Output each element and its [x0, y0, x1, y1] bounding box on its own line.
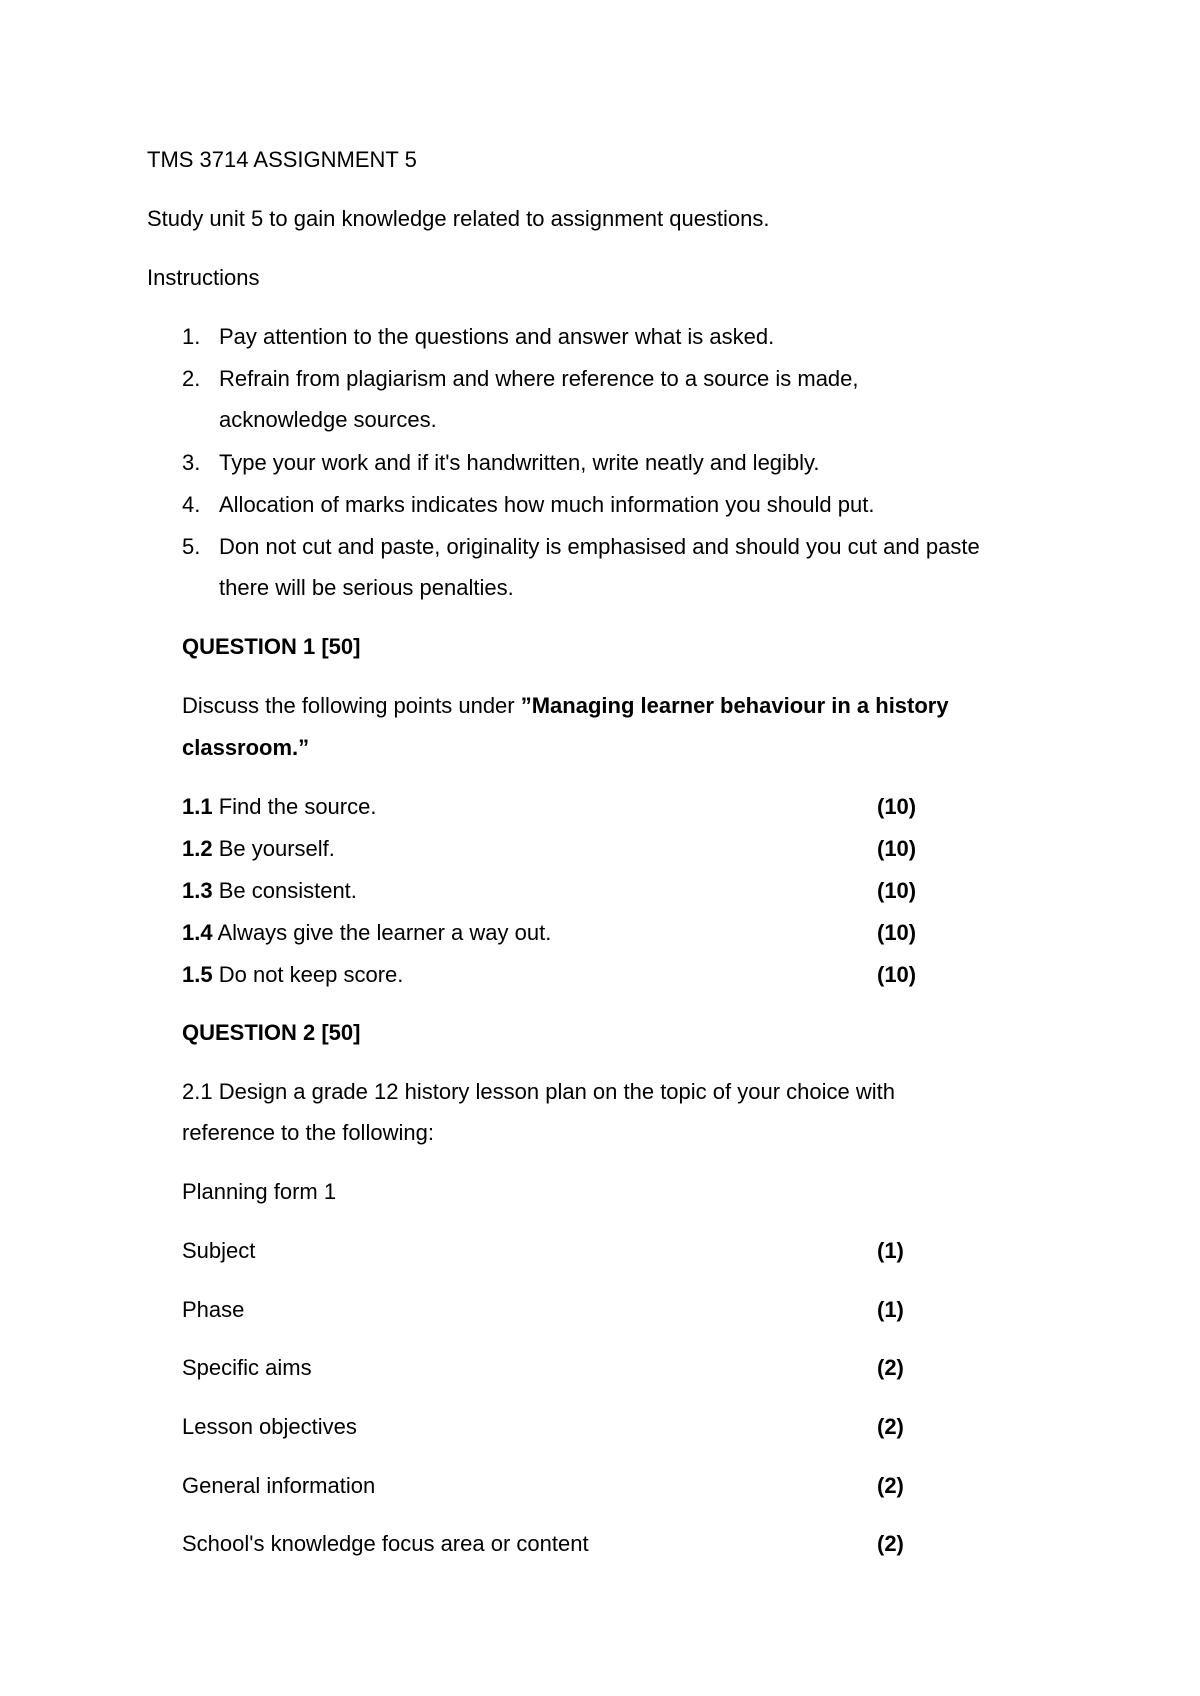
instructions-heading: Instructions	[147, 265, 260, 290]
intro-text: Study unit 5 to gain knowledge related to assignment questions.	[147, 206, 770, 231]
list-item-text-continued: there will be serious penalties.	[219, 575, 514, 600]
question1-prompt-topic-continued: classroom.”	[182, 735, 310, 760]
list-item-text: Type your work and if it's handwritten, write neatly and legibly.	[219, 450, 820, 475]
item-text: Find the source.	[218, 794, 377, 819]
item-text: General information	[182, 1473, 376, 1498]
list-item-text: Allocation of marks indicates how much information you should put.	[219, 492, 875, 517]
item-text: Be consistent.	[218, 878, 357, 903]
question1-prompt	[182, 692, 949, 720]
list-item-text: Pay attention to the questions and answer what is asked.	[219, 324, 775, 349]
item-text: Specific aims	[182, 1355, 312, 1380]
item-text: Be yourself.	[218, 836, 335, 861]
question2-prompt-continued: reference to the following:	[182, 1120, 434, 1145]
item-text: Lesson objectives	[182, 1414, 357, 1439]
item-number: 1.1	[182, 794, 213, 819]
item-marks: (2)	[877, 1473, 904, 1498]
planning-form-label: Planning form 1	[182, 1179, 337, 1204]
item-text: Always give the learner a way out.	[217, 920, 552, 945]
list-item-number: 4.	[182, 492, 201, 517]
question1-heading: QUESTION 1 [50]	[182, 634, 361, 659]
item-marks: (1)	[877, 1238, 904, 1263]
item-marks: (2)	[877, 1531, 904, 1556]
list-item-number: 2.	[182, 366, 201, 391]
item-text: School's knowledge focus area or content	[182, 1531, 589, 1556]
document-title: TMS 3714 ASSIGNMENT 5	[147, 147, 417, 172]
item-number: 1.3	[182, 878, 213, 903]
item-marks: (2)	[877, 1414, 904, 1439]
item-marks: (1)	[877, 1297, 904, 1322]
item-marks: (10)	[877, 836, 917, 861]
question2-prompt: 2.1 Design a grade 12 history lesson plan on the topic of your choice with	[182, 1079, 895, 1104]
list-item-text: Refrain from plagiarism and where reference to a source is made,	[219, 366, 859, 391]
item-number: 1.4	[182, 920, 213, 945]
item-text: Subject	[182, 1238, 256, 1263]
item-marks: (10)	[877, 794, 917, 819]
list-item-text: Don not cut and paste, originality is emphasised and should you cut and paste	[219, 534, 980, 559]
item-marks: (2)	[877, 1355, 904, 1380]
question1-prompt-topic: ”Managing learner behaviour in a history	[520, 693, 949, 718]
item-number: 1.2	[182, 836, 213, 861]
item-text: Do not keep score.	[218, 962, 404, 987]
item-number: 1.5	[182, 962, 213, 987]
question2-heading: QUESTION 2 [50]	[182, 1020, 361, 1045]
item-marks: (10)	[877, 920, 917, 945]
list-item-number: 1.	[182, 324, 201, 349]
item-marks: (10)	[877, 962, 917, 987]
list-item-number: 5.	[182, 534, 201, 559]
item-text: Phase	[182, 1297, 245, 1322]
list-item-number: 3.	[182, 450, 201, 475]
list-item-text-continued: acknowledge sources.	[219, 407, 437, 432]
item-marks: (10)	[877, 878, 917, 903]
question1-prompt-prefix: Discuss the following points under	[182, 693, 521, 718]
